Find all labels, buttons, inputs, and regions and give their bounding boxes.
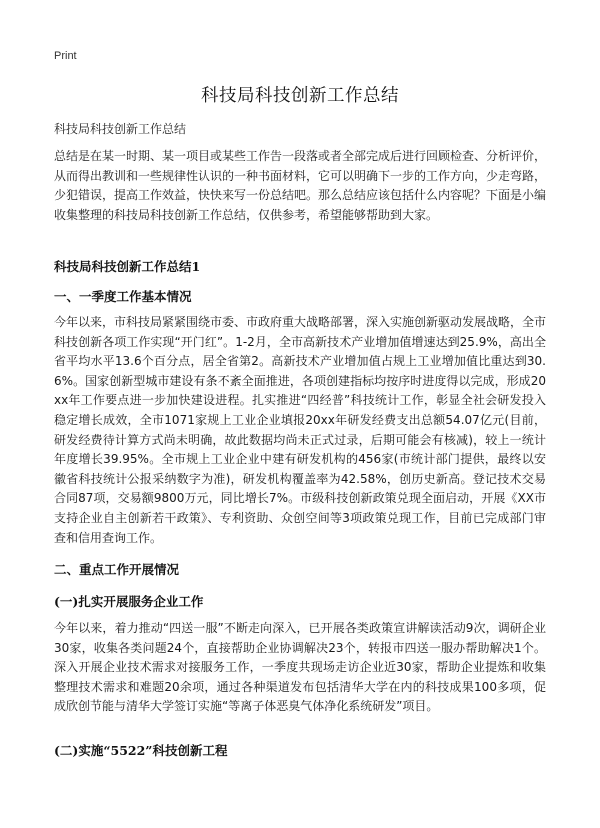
subsection1-paragraph: 今年以来，着力推动“四送一服”不断走向深入，已开展各类政策宣讲解读活动9次，调研企业30家，收集各类问题24个，直接帮助企业协调解决23个，转报市四送一服办帮助解决1个。深入开展企业技术需求对接服务工作，一季度共现场走访企业近30家，帮助企业提炼和收集整理技术需求和难题20余项，通过各种渠道发布包括清华大学在内的科技成果100多项，促成欣创节能与清华大学签订实施“等离子体恶臭气体净化系统研发”项目。 xyxy=(54,621,546,714)
print-label[interactable]: Print xyxy=(54,50,77,62)
document-subtitle: 科技局科技创新工作总结 xyxy=(54,122,187,136)
summary-heading: 科技局科技创新工作总结1 xyxy=(54,259,201,274)
subsection1-heading: (一)扎实开展服务企业工作 xyxy=(54,594,204,609)
section2-heading: 二、重点工作开展情况 xyxy=(54,562,180,577)
section1-paragraph: 今年以来，市科技局紧紧围绕市委、市政府重大战略部署，深入实施创新驱动发展战略，全市科技创新各项工作实现“开门红”。1-2月，全市高新技术产业增加值增速达到25.9%，高出全省平均水平13.6个百分点，居全省第2。高新技术产业增加值占规上工业增加值比重达到30.6%。国家创新型城市建设有条不紊全面推进，各项创建指标均按序时进度得以完成，形成20xx年工作要点进一步加快建设进程。扎实推进“四经普”科技统计工作，彰显全社会研发投入稳定增长成效，全市1071家规上工业企业填报20xx年研发经费支出总额54.07亿元(目前，研发经费待计算方式尚未明确，故此数据均尚未正式过录，后期可能会有核减)，较上一统计年度增长39.95%。全市规上工业企业中建有研发机构的456家(市统计部门提供，最终以安徽省科技统计公报采纳数字为准)，研发机构覆盖率为42.58%，创历史新高。登记技术交易合同87项，交易额9800万元，同比增长7%。市级科技创新政策兑现全面启动，开展《XX市支持企业自主创新若干政策》、专利资助、众创空间等3项政策兑现工作，目前已完成部门审查和信用查询工作。 xyxy=(54,315,547,545)
page-title: 科技局科技创新工作总结 xyxy=(201,86,399,106)
section1-heading: 一、一季度工作基本情况 xyxy=(54,289,192,304)
subsection2-heading: (二)实施“5522”科技创新工程 xyxy=(54,743,228,758)
intro-paragraph: 总结是在某一时期、某一项目或某些工作告一段落或者全部完成后进行回顾检查、分析评价，从而得出教训和一些规律性认识的一种书面材料，它可以明确下一步的工作方向，少走弯路，少犯错误，提高工作效益，快快来写一份总结吧。那么总结应该包括什么内容呢？下面是小编收集整理的科技局科技创新工作总结，仅供参考，希望能够帮助到大家。 xyxy=(54,149,547,222)
